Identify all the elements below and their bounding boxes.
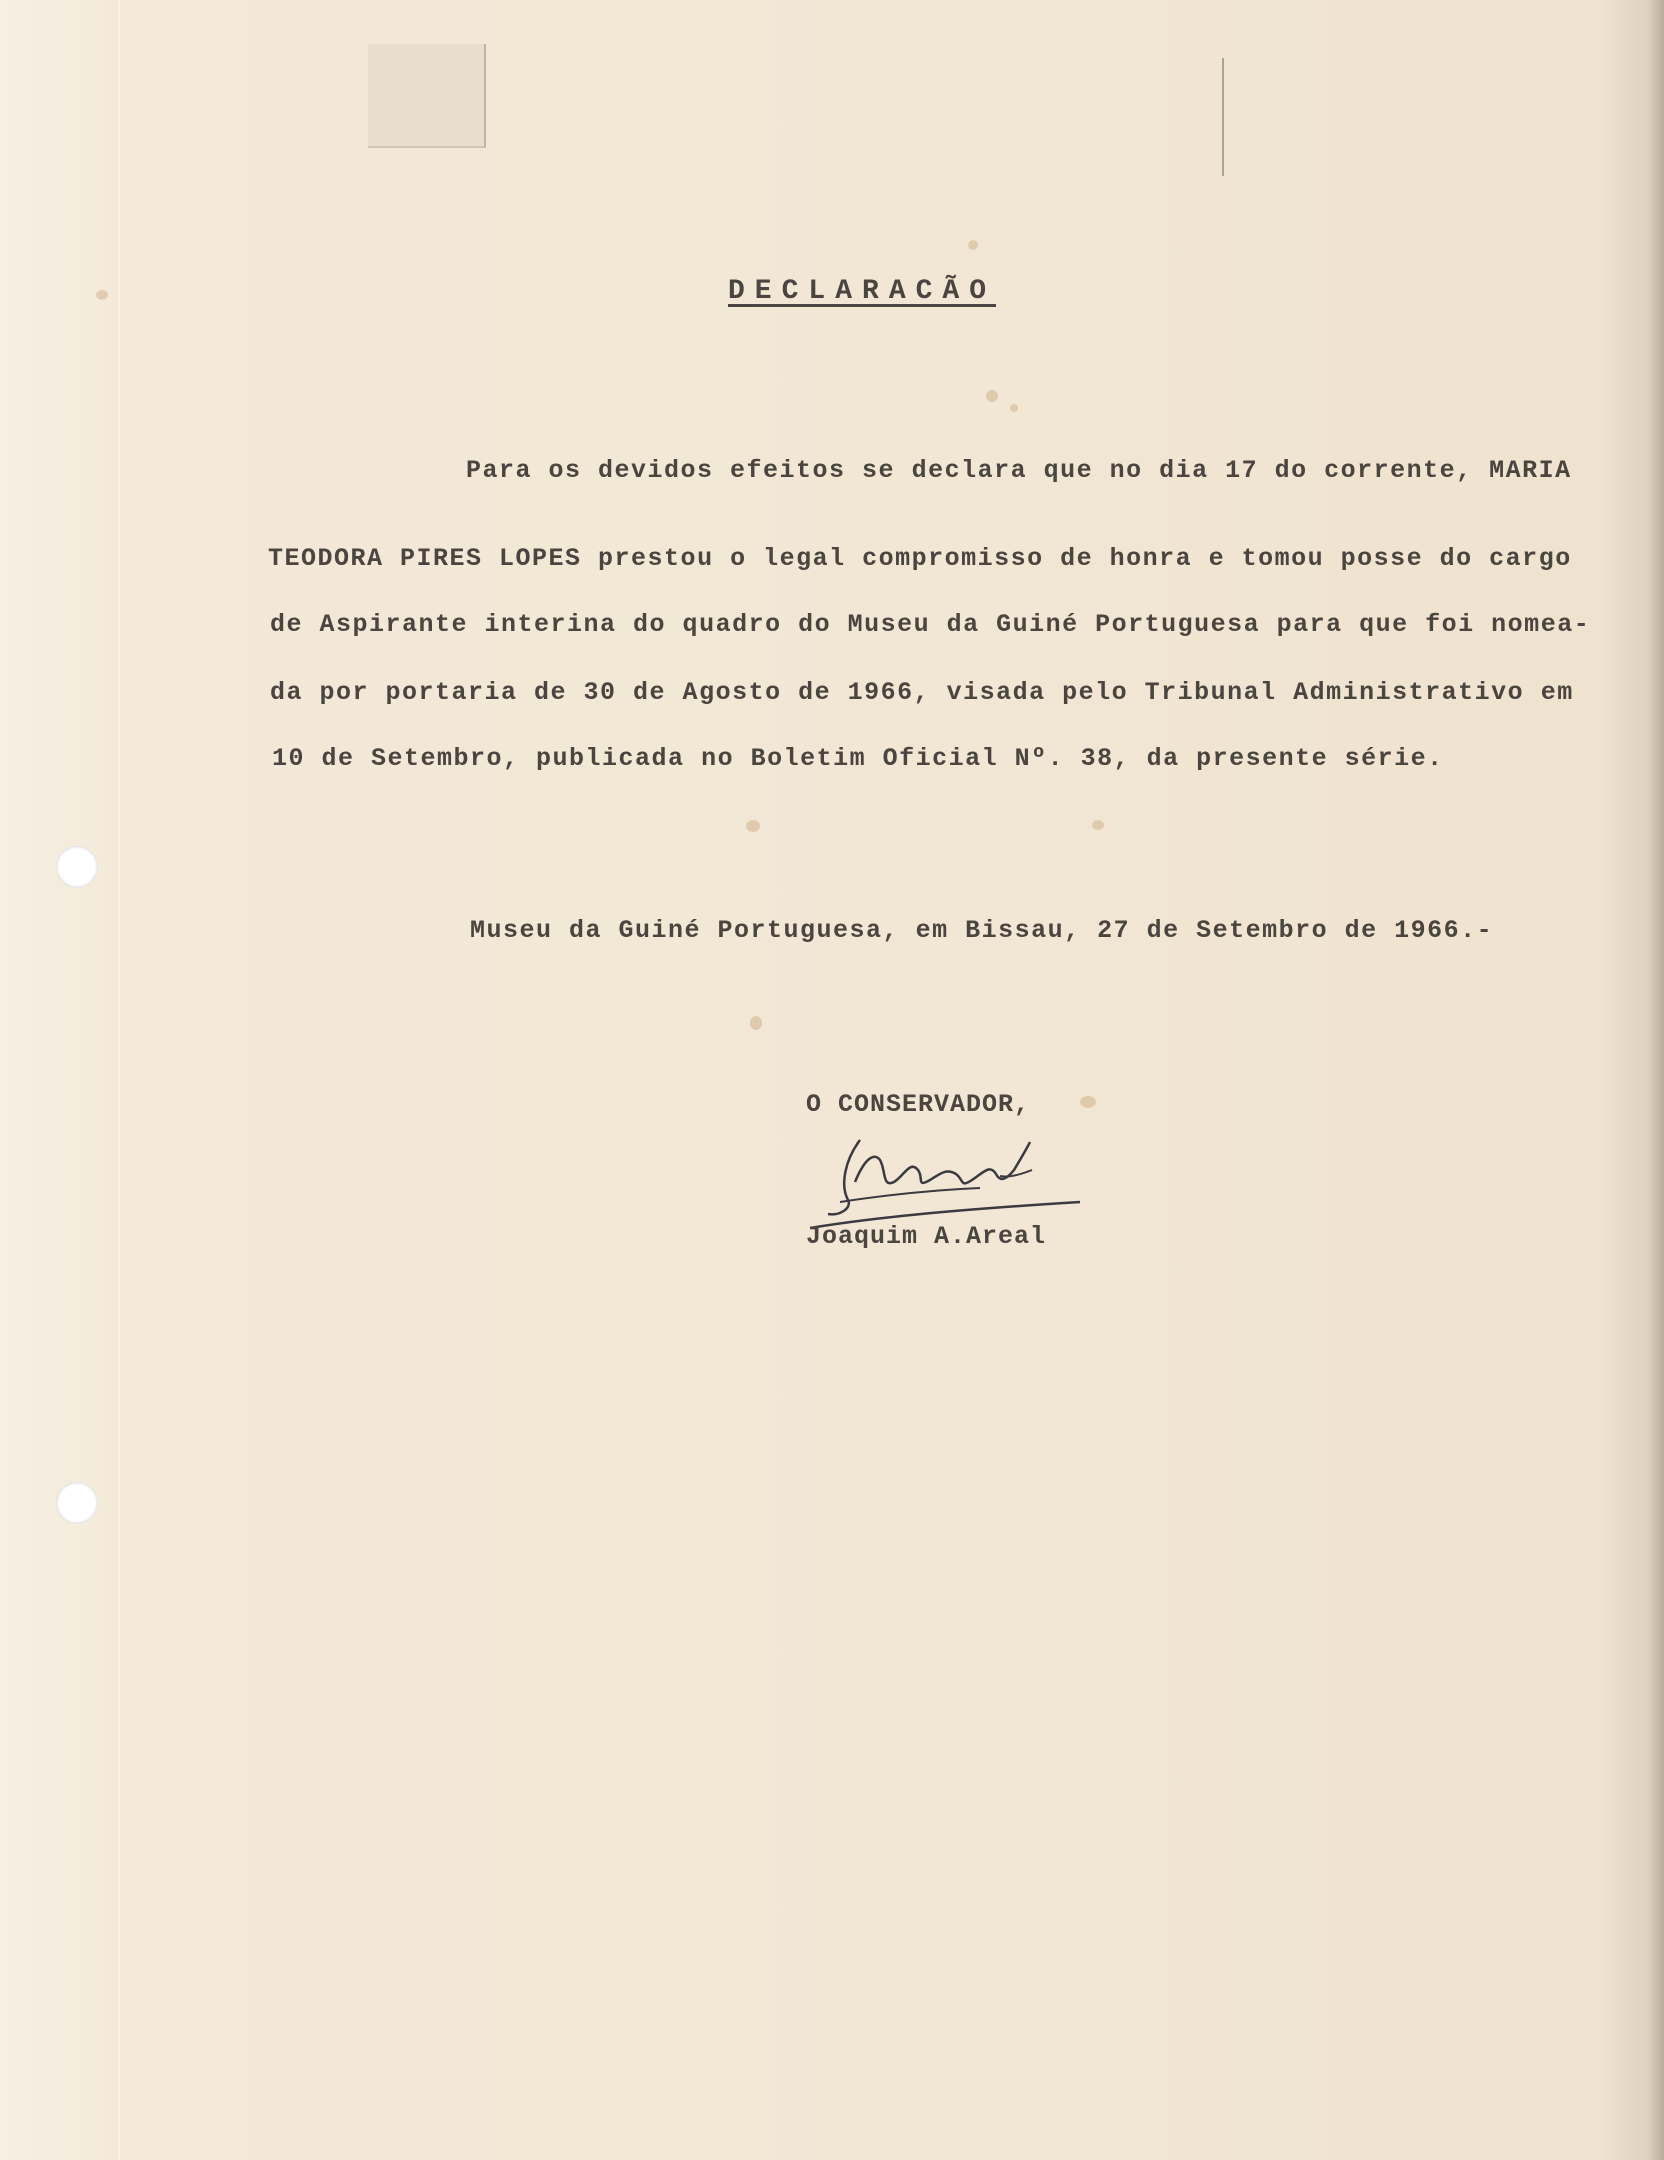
body-line-3: de Aspirante interina do quadro do Museu da Guiné Portuguesa para que foi nomea-: [270, 610, 1591, 639]
body-line-2: TEODORA PIRES LOPES prestou o legal compromisso de honra e tomou posse do cargo: [268, 544, 1572, 573]
signatory-title: O CONSERVADOR,: [806, 1090, 1031, 1119]
place-and-date: Museu da Guiné Portuguesa, em Bissau, 27 de Setembro de 1966.-: [470, 916, 1494, 945]
body-line-5: 10 de Setembro, publicada no Boletim Oficial Nº. 38, da presente série.: [272, 744, 1444, 773]
stain-spot: [96, 290, 108, 300]
paper-fold: [118, 0, 120, 2160]
stain-spot: [968, 240, 978, 250]
punch-hole-bottom: [56, 1482, 98, 1524]
signatory-name: Joaquim A.Areal: [806, 1222, 1047, 1251]
stain-spot: [1092, 820, 1104, 830]
stain-spot: [1080, 1096, 1096, 1108]
body-line-4: da por portaria de 30 de Agosto de 1966, visada pelo Tribunal Administrativo em: [270, 678, 1574, 707]
pencil-mark: [1222, 58, 1224, 176]
paper-edge-shadow: [1648, 0, 1664, 2160]
stain-spot: [746, 820, 760, 832]
punch-hole-top: [56, 846, 98, 888]
faded-stamp-mark: [368, 44, 486, 148]
body-line-1: Para os devidos efeitos se declara que no dia 17 do corrente, MARIA: [466, 456, 1572, 485]
stain-spot: [986, 390, 998, 402]
stain-spot: [750, 1016, 762, 1030]
stain-spot: [1010, 404, 1018, 412]
document-title: DECLARACÃO: [728, 276, 997, 307]
